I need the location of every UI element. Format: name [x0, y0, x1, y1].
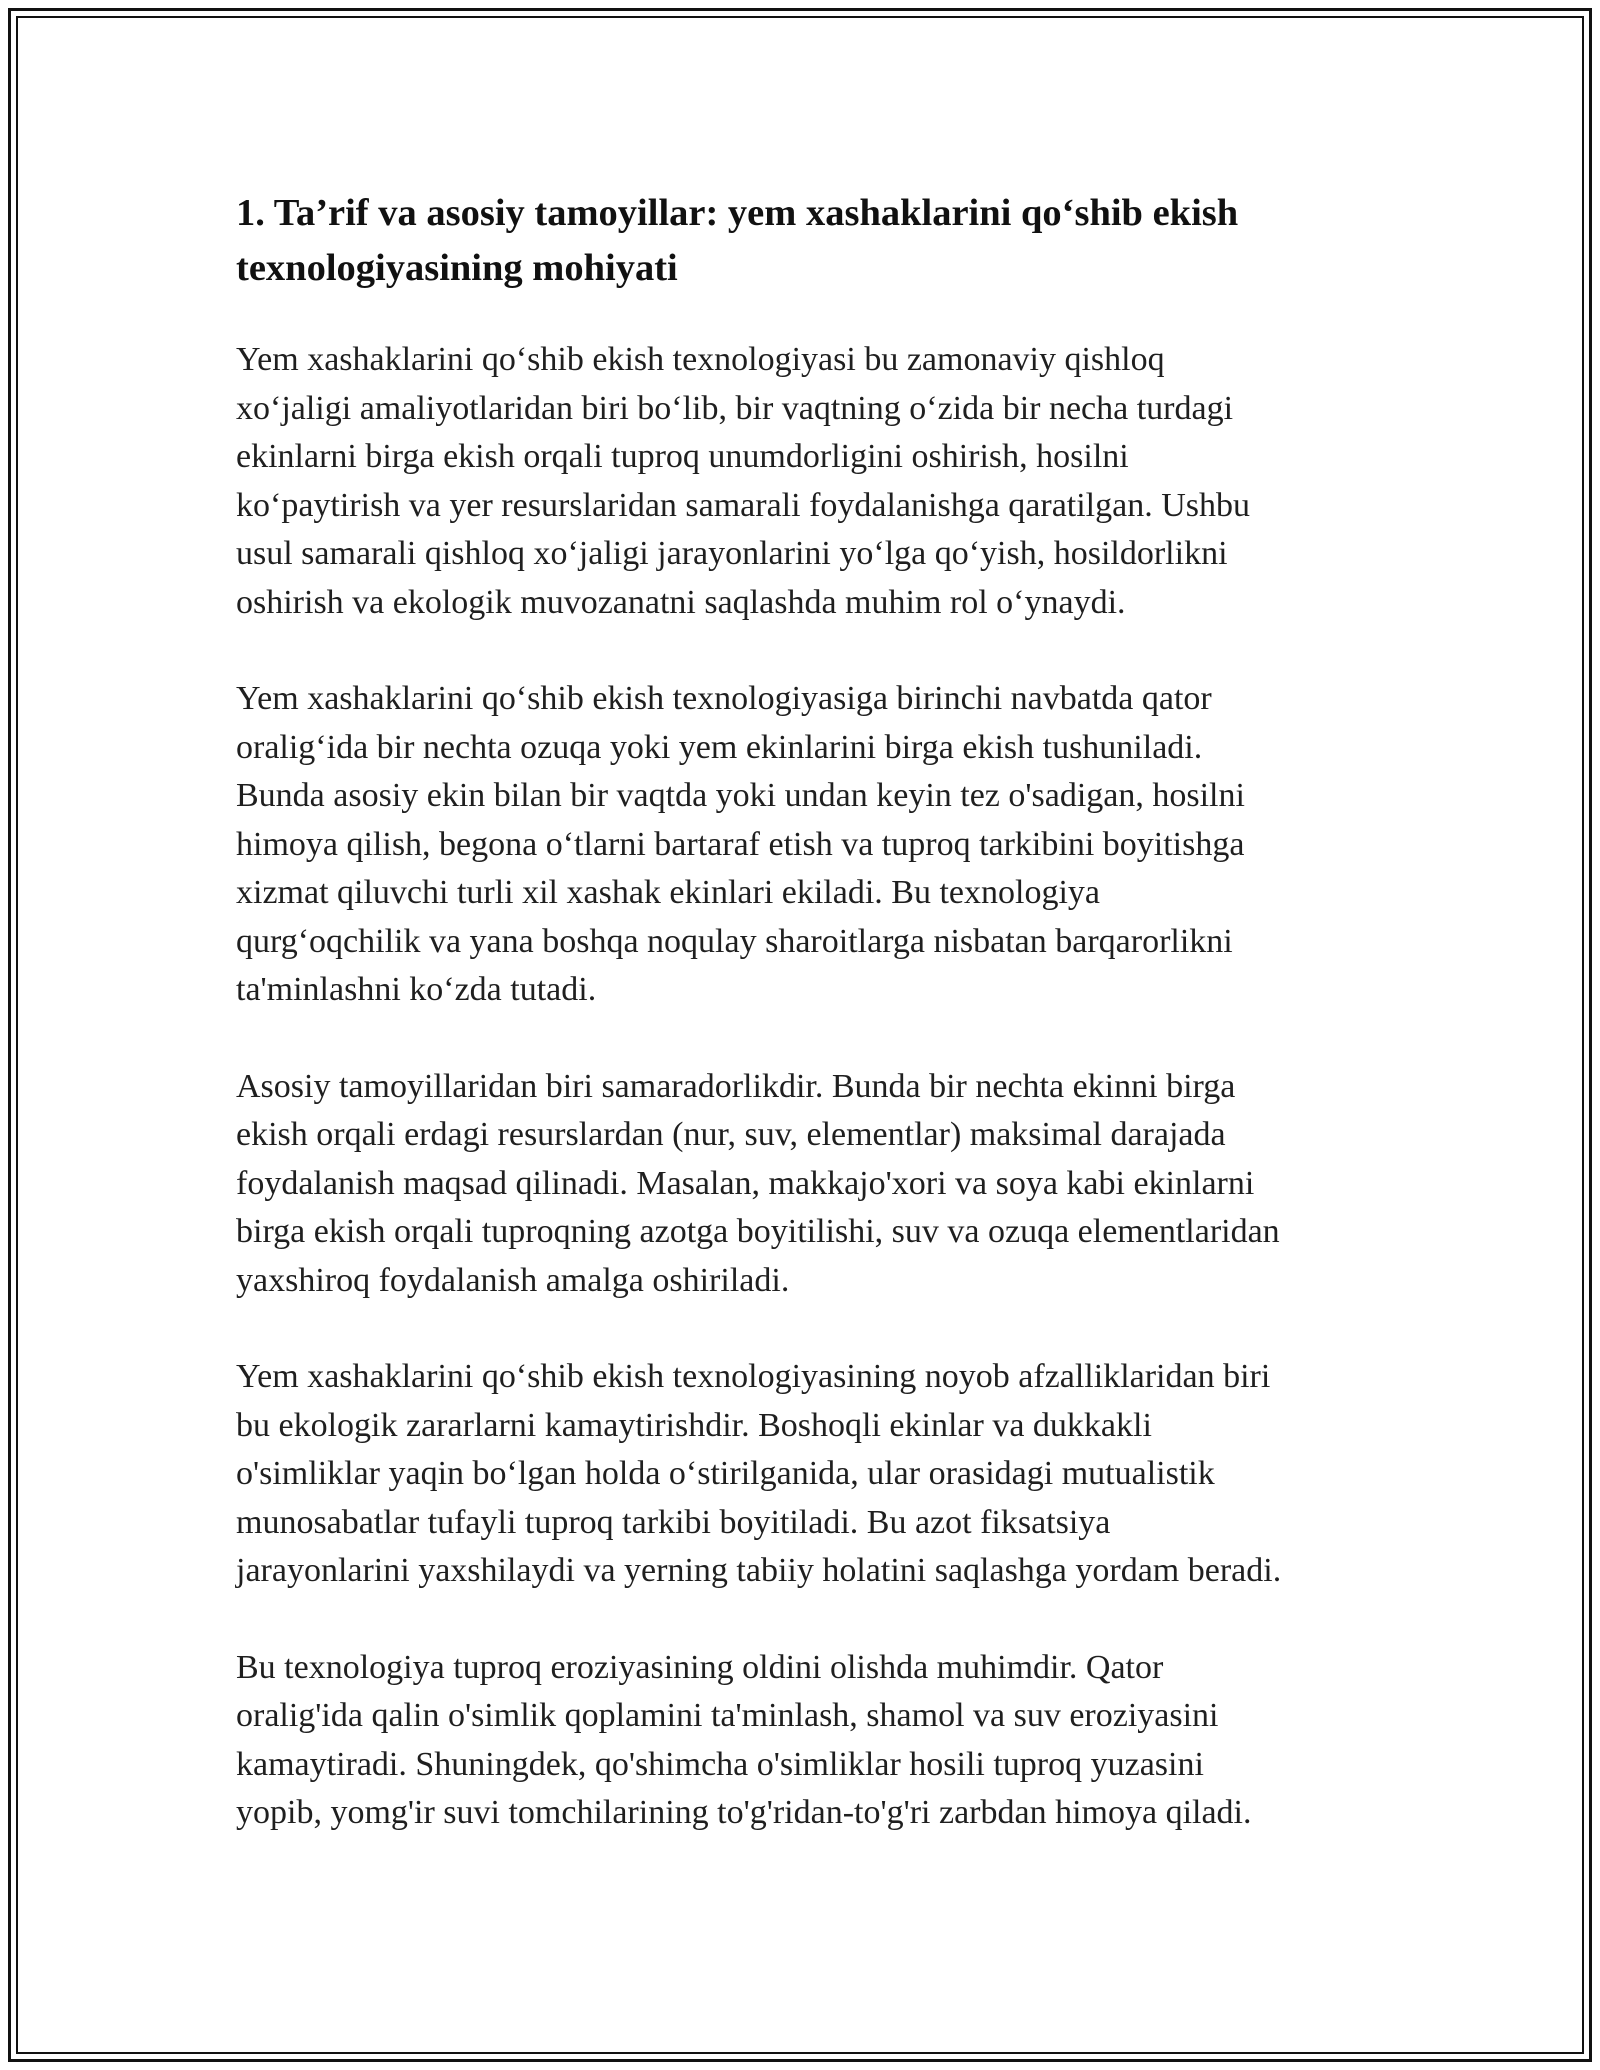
paragraph-efficiency: [236, 1063, 1376, 1306]
paragraph-line: qurg‘oqchilik va yana boshqa noqulay sharoitlarga nisbatan barqarorlikni: [236, 922, 1233, 960]
section-title: [236, 186, 1376, 296]
paragraph-line: xo‘jaligi amaliyotlaridan biri bo‘lib, bir vaqtning o‘zida bir necha turdagi: [236, 389, 1234, 427]
paragraph-line: birga ekish orqali tuproqning azotga boyitilishi, suv va ozuqa elementlaridan: [236, 1213, 1280, 1250]
paragraph-line: usul samarali qishloq xo‘jaligi jarayonlarini yo‘lga qo‘yish, hosildorlikni: [236, 535, 1228, 572]
paragraph-technology: [236, 675, 1376, 1015]
paragraph-line: Bunda asosiy ekin bilan bir vaqtda yoki undan keyin tez o'sadigan, hosilni: [236, 777, 1245, 814]
paragraph-line: ta'minlashni ko‘zda tutadi.: [236, 971, 597, 1008]
paragraph-line: himoya qilish, begona o‘tlarni bartaraf etish va tuproq tarkibini boyitishga: [236, 825, 1245, 863]
document-body: [236, 186, 1376, 1886]
paragraph-line: yopib, yomg'ir suvi tomchilarining to'g'ridan-to'g'ri zarbdan himoya qiladi.: [236, 1794, 1252, 1831]
paragraph-line: xizmat qiluvchi turli xil xashak ekinlari ekiladi. Bu texnologiya: [236, 874, 1100, 911]
paragraph-line: oshirish va ekologik muvozanatni saqlashda muhim rol o‘ynaydi.: [236, 583, 1126, 621]
paragraph-ecology: [236, 1353, 1376, 1596]
paragraph-line: Yem xashaklarini qo‘shib ekish texnologiyasi bu zamonaviy qishloq: [236, 341, 1165, 378]
paragraph-line: Yem xashaklarini qo‘shib ekish texnologiyasining noyob afzalliklaridan biri: [236, 1358, 1271, 1395]
paragraph-line: ekinlarni birga ekish orqali tuproq unumdorligini oshirish, hosilni: [236, 438, 1129, 475]
paragraph-line: munosabatlar tufayli tuproq tarkibi boyitiladi. Bu azot fiksatsiya: [236, 1503, 1111, 1541]
paragraph-line: oralig'ida qalin o'simlik qoplamini ta'minlash, shamol va suv eroziyasini: [236, 1697, 1219, 1734]
paragraph-line: kamaytiradi. Shuningdek, qo'shimcha o'simliklar hosili tuproq yuzasini: [236, 1745, 1204, 1783]
paragraph-line: bu ekologik zararlarni kamaytirishdir. Boshoqli ekinlar va dukkakli: [236, 1406, 1152, 1444]
paragraph-line: ekish orqali erdagi resurslardan (nur, suv, elementlar) maksimal darajada: [236, 1116, 1226, 1153]
paragraph-line: o'simliklar yaqin bo‘lgan holda o‘stirilganida, ular orasidagi mutualistik: [236, 1455, 1215, 1492]
paragraph-line: foydalanish maqsad qilinadi. Masalan, makkajo'xori va soya kabi ekinlarni: [236, 1164, 1255, 1202]
paragraph-line: oralig‘ida bir nechta ozuqa yoki yem ekinlarini birga ekish tushuniladi.: [236, 728, 1203, 766]
title-line: 1. Ta’rif va asosiy tamoyillar: yem xashaklarini qo‘shib ekish: [236, 192, 1239, 234]
paragraph-line: Yem xashaklarini qo‘shib ekish texnologiyasiga birinchi navbatda qator: [236, 680, 1212, 717]
paragraph-line: Asosiy tamoyillaridan biri samaradorlikdir. Bunda bir nechta ekinni birga: [236, 1067, 1236, 1105]
paragraph-line: yaxshiroq foydalanish amalga oshiriladi.: [236, 1261, 790, 1299]
paragraph-line: ko‘paytirish va yer resurslaridan samarali foydalanishga qaratilgan. Ushbu: [236, 486, 1251, 524]
paragraph-definition: [236, 336, 1376, 627]
title-line: texnologiyasining mohiyati: [236, 247, 678, 289]
paragraph-line: Bu texnologiya tuproq eroziyasining oldini olishda muhimdir. Qator: [236, 1648, 1164, 1686]
paragraph-line: jarayonlarini yaxshilaydi va yerning tabiiy holatini saqlashga yordam beradi.: [236, 1552, 1282, 1589]
paragraph-erosion: [236, 1644, 1376, 1838]
